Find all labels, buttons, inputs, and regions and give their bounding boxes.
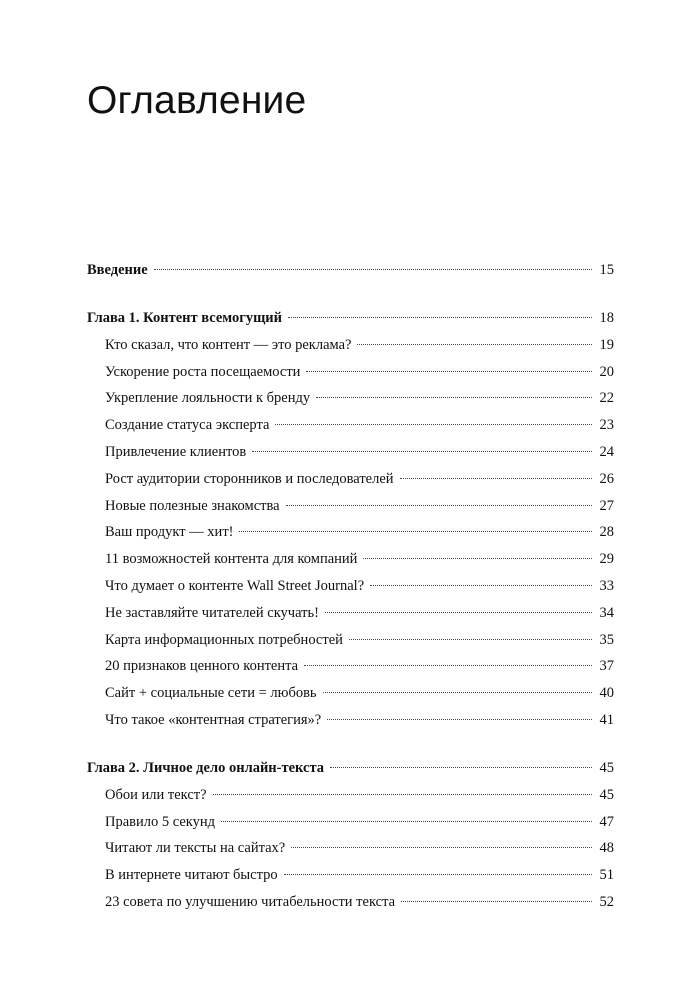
toc-entry-page: 37 <box>599 658 614 675</box>
toc-section-entry[interactable] <box>87 359 614 386</box>
dot-leader <box>327 719 592 720</box>
toc-section-entry[interactable] <box>87 782 614 809</box>
dot-leader <box>363 558 592 559</box>
dot-leader <box>154 269 592 270</box>
toc-entry-page: 20 <box>599 363 614 380</box>
toc-section-entry[interactable] <box>87 385 614 412</box>
toc-entry-title: Привлечение клиентов <box>105 443 247 460</box>
dot-leader <box>400 478 592 479</box>
toc-section-entry[interactable] <box>87 809 614 836</box>
toc-entry-title: Что думает о контенте Wall Street Journal? <box>105 577 365 594</box>
dot-leader <box>401 901 592 902</box>
toc-entry-page: 18 <box>599 309 614 326</box>
dot-leader <box>213 794 592 795</box>
toc-section-entry[interactable] <box>87 600 614 627</box>
toc-entry-title: 23 совета по улучшению читабельности текста <box>105 893 396 910</box>
toc-entry-title: Рост аудитории сторонников и последователей <box>105 470 394 487</box>
toc-entry-title: Читают ли тексты на сайтах? <box>105 840 286 857</box>
toc-entry-page: 45 <box>599 759 614 776</box>
toc-entry-page: 35 <box>599 631 614 648</box>
dot-leader <box>239 531 592 532</box>
toc-entry-title: Укрепление лояльности к бренду <box>105 390 311 407</box>
toc-entry-title: Создание статуса эксперта <box>105 417 270 434</box>
toc-entry-page: 41 <box>599 711 614 728</box>
dot-leader <box>349 639 592 640</box>
toc-section-entry[interactable] <box>87 627 614 654</box>
toc-entry-page: 48 <box>599 840 614 857</box>
toc-section-entry[interactable] <box>87 707 614 734</box>
toc-section-entry[interactable] <box>87 862 614 889</box>
table-of-contents <box>87 257 614 916</box>
toc-section-entry[interactable] <box>87 519 614 546</box>
section-spacer <box>87 734 614 755</box>
toc-entry-page: 24 <box>599 443 614 460</box>
toc-entry-title: Ускорение роста посещаемости <box>105 363 301 380</box>
dot-leader <box>306 371 592 372</box>
toc-chapter-entry[interactable] <box>87 305 614 332</box>
toc-entry-page: 29 <box>599 551 614 568</box>
toc-entry-page: 23 <box>599 417 614 434</box>
toc-section-entry[interactable] <box>87 546 614 573</box>
toc-entry-page: 45 <box>599 786 614 803</box>
toc-entry-title: Сайт + социальные сети = любовь <box>105 685 317 702</box>
toc-entry-title: Глава 1. Контент всемогущий <box>87 309 283 326</box>
dot-leader <box>325 612 592 613</box>
toc-entry-page: 52 <box>599 893 614 910</box>
toc-section-entry[interactable] <box>87 573 614 600</box>
toc-entry-page: 27 <box>599 497 614 514</box>
toc-entry-title: Кто сказал, что контент — это реклама? <box>105 336 352 353</box>
toc-entry-page: 47 <box>599 813 614 830</box>
chapter-list <box>87 284 614 916</box>
dot-leader <box>316 397 592 398</box>
toc-section-entry[interactable] <box>87 412 614 439</box>
section-spacer <box>87 284 614 305</box>
toc-entry-title: В интернете читают быстро <box>105 867 278 884</box>
dot-leader <box>275 424 592 425</box>
dot-leader <box>370 585 592 586</box>
toc-section-entry[interactable] <box>87 493 614 520</box>
toc-entry-page: 15 <box>599 262 614 278</box>
toc-section-entry[interactable] <box>87 439 614 466</box>
dot-leader <box>304 665 592 666</box>
toc-entry-title: Новые полезные знакомства <box>105 497 280 514</box>
toc-entry-title: 20 признаков ценного контента <box>105 658 299 675</box>
toc-section-entry[interactable] <box>87 466 614 493</box>
toc-entry-page: 40 <box>599 685 614 702</box>
toc-entry-title: Правило 5 секунд <box>105 813 216 830</box>
dot-leader <box>330 767 592 768</box>
toc-entry-title: Введение <box>87 262 148 278</box>
dot-leader <box>357 344 592 345</box>
toc-entry-page: 22 <box>599 390 614 407</box>
dot-leader <box>221 821 592 822</box>
toc-entry-introduction[interactable] <box>87 257 614 284</box>
dot-leader <box>286 505 592 506</box>
toc-entry-title: 11 возможностей контента для компаний <box>105 551 358 568</box>
toc-entry-title: Не заставляйте читателей скучать! <box>105 604 319 621</box>
dot-leader <box>252 451 592 452</box>
dot-leader <box>284 874 592 875</box>
toc-section-entry[interactable] <box>87 680 614 707</box>
toc-entry-title: Карта информационных потребностей <box>105 631 343 648</box>
toc-entry-page: 26 <box>599 470 614 487</box>
toc-entry-page: 34 <box>599 604 614 621</box>
toc-entry-title: Что такое «контентная стратегия»? <box>105 711 322 728</box>
toc-entry-title: Ваш продукт — хит! <box>105 524 234 541</box>
toc-section-entry[interactable] <box>87 835 614 862</box>
toc-entry-page: 33 <box>599 577 614 594</box>
toc-section-entry[interactable] <box>87 653 614 680</box>
dot-leader <box>291 847 592 848</box>
toc-entry-page: 28 <box>599 524 614 541</box>
page-title: Оглавление <box>87 79 307 122</box>
toc-entry-title: Обои или текст? <box>105 786 207 803</box>
toc-section-entry[interactable] <box>87 332 614 359</box>
dot-leader <box>323 692 592 693</box>
toc-entry-page: 19 <box>599 336 614 353</box>
toc-chapter-entry[interactable] <box>87 755 614 782</box>
toc-entry-page: 51 <box>599 867 614 884</box>
dot-leader <box>288 317 592 318</box>
toc-section-entry[interactable] <box>87 889 614 916</box>
toc-entry-title: Глава 2. Личное дело онлайн-текста <box>87 759 325 776</box>
